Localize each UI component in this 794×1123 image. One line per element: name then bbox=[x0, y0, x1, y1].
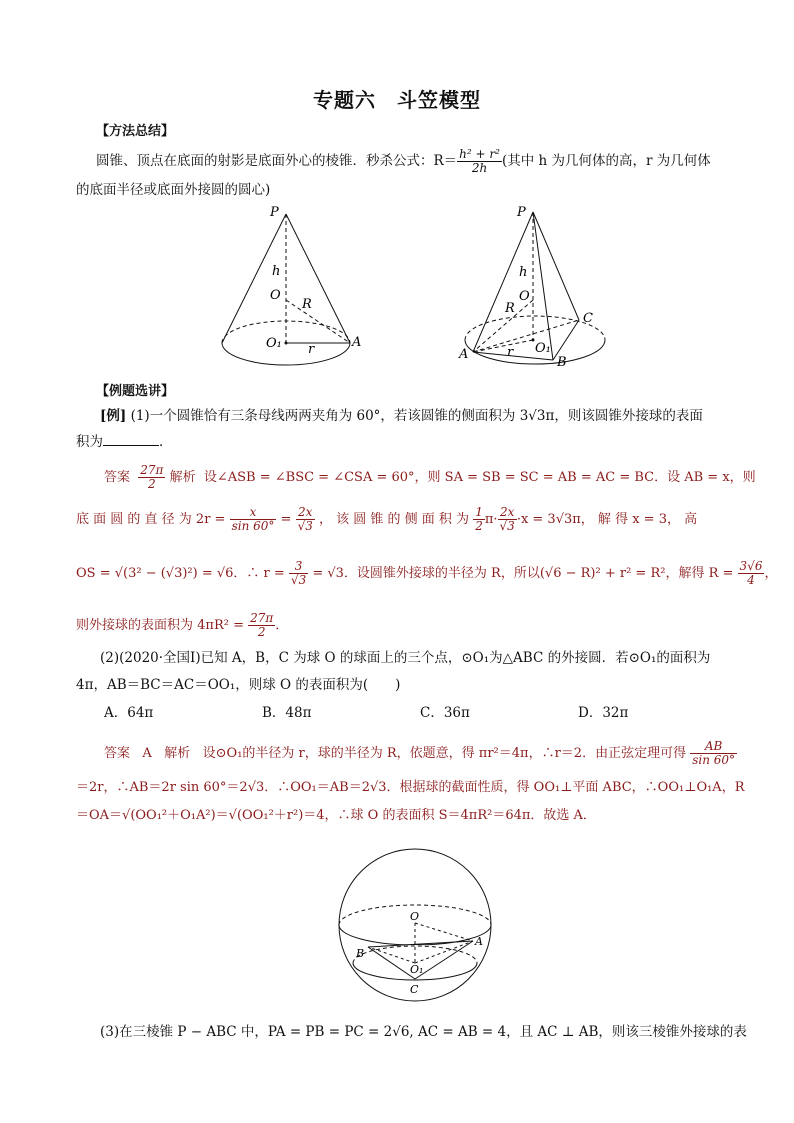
ans1-line2c: π· bbox=[484, 512, 498, 528]
ans1-equals: = bbox=[280, 512, 292, 528]
f6-den: 4 bbox=[747, 573, 755, 588]
ans1-line-2 bbox=[76, 506, 697, 533]
ans2-line-1 bbox=[104, 740, 737, 767]
pyramid-label-h: h bbox=[519, 265, 528, 280]
f1-num: x bbox=[230, 506, 277, 520]
ex1-tag: [例] bbox=[100, 408, 127, 424]
frac-x-sin60 bbox=[230, 506, 277, 533]
ans2-choice: A bbox=[142, 746, 152, 762]
ex1-text-2: 积为 bbox=[76, 434, 103, 450]
secret-formula bbox=[457, 148, 502, 175]
cone-label-o1: O₁ bbox=[266, 336, 282, 351]
sphere-label-a: A bbox=[475, 935, 483, 948]
f8-den: sin 60° bbox=[692, 753, 736, 768]
option-b[interactable]: B．48π bbox=[262, 705, 312, 721]
option-d[interactable]: D．32π bbox=[578, 705, 629, 721]
ans1-line-4: 则外接球的表面积为 4πR² = $\frac{27\pi}{2}$ ． bbox=[76, 611, 289, 640]
ex1-line-2: 积为 ． bbox=[76, 434, 173, 450]
ans2-line1: 设⊙O₁的半径为 r，球的半径为 R，依题意，得 πr²＝4π，∴r＝2．由正弦定理可得 bbox=[202, 746, 687, 762]
ans1-line-1 bbox=[104, 464, 756, 491]
method-paragraph bbox=[96, 148, 736, 175]
sphere-figure bbox=[330, 845, 500, 1010]
ans1-line-3: OS = √(3² − (√3)²) = √6．∴ r = $\frac{3}{√3}$ = √3．设圆锥外接球的半径为 R，所以(√6 − R)² + r² = R²，解得 R = $\frac{3√6}{4}$ ， bbox=[76, 559, 778, 588]
cone-figure bbox=[210, 200, 380, 375]
method-text-2: (其中 h 为几何体的高，r 为几何体 bbox=[501, 153, 711, 170]
ans1-line3b: = √3．设圆锥外接球的半径为 R，所以(√6 − R)² + r² = R²，解得 R = bbox=[312, 566, 734, 582]
method-header: 【方法总结】 bbox=[96, 124, 175, 139]
f2-den: √3 bbox=[297, 519, 313, 534]
f7-num: 27π bbox=[250, 611, 274, 625]
sphere-label-o: O bbox=[410, 910, 420, 923]
method-text-1: 圆锥、顶点在底面的射影是底面外心的棱锥．秒杀公式：R＝ bbox=[96, 153, 458, 170]
f7-den: 2 bbox=[257, 625, 266, 640]
ans1-value-den: 2 bbox=[148, 477, 156, 492]
frac-2x-root3-b bbox=[498, 506, 517, 533]
ex1-line-1 bbox=[100, 406, 703, 426]
page-title: 专题六 斗笠模型 bbox=[313, 88, 481, 112]
ans1-value bbox=[138, 464, 165, 491]
cone-label-h: h bbox=[272, 264, 281, 279]
ans2-line-2: ＝2r，∴AB＝2r sin 60°＝2√3．∴OO₁＝AB＝2√3．根据球的截面性质，得 OO₁⊥平面 ABC，∴OO₁⊥O₁A，R bbox=[76, 780, 745, 795]
cone-label-r: r bbox=[308, 342, 315, 357]
sphere-label-b: B bbox=[356, 947, 365, 960]
pyramid-figure bbox=[455, 200, 630, 375]
ex2-options bbox=[104, 703, 736, 723]
frac-half bbox=[473, 506, 485, 533]
ans1-line2a: 底 面 圆 的 直 径 为 2r = bbox=[76, 512, 226, 528]
frac-ab-sin60 bbox=[690, 740, 737, 767]
option-a[interactable]: A．64π bbox=[104, 705, 154, 721]
ex3-text: (3)在三棱锥 P − ABC 中，PA = PB = PC = 2√6, AC = AB = 4，且 AC ⊥ AB，则该三棱锥外接球的表 bbox=[100, 1024, 747, 1040]
ex2-text-2: 4π，AB＝BC＝AC＝OO₁，则球 O 的表面积为( ) bbox=[76, 677, 401, 693]
example-header: 【例题选讲】 bbox=[96, 384, 175, 399]
ex1-text: (1)一个圆锥恰有三条母线两两夹角为 60°，若该圆锥的侧面积为 3√3π，则该圆锥外接球的表面 bbox=[130, 408, 703, 424]
f4-den: √3 bbox=[499, 519, 515, 534]
pyramid-label-a: A bbox=[459, 347, 469, 362]
f1-den: sin 60° bbox=[231, 519, 275, 534]
pyramid-label-o1: O₁ bbox=[535, 341, 551, 356]
ans1-line1-text: 设∠ASB = ∠BSC = ∠CSA = 60°，则 SA = SB = SC = AB = AC = BC．设 AB = x，则 bbox=[203, 470, 756, 486]
f5-num: 3 bbox=[289, 560, 308, 574]
cone-label-p: P bbox=[270, 205, 279, 220]
ans1-label: 答案 bbox=[104, 470, 131, 486]
frac-3root6-4 bbox=[738, 560, 765, 587]
sphere-label-o1: O₁ bbox=[410, 963, 424, 976]
method-text-3: 的底面半径或底面外接圆的圆心) bbox=[76, 182, 271, 198]
f6-num: 3√6 bbox=[739, 559, 763, 573]
pyramid-label-b: B bbox=[557, 355, 567, 370]
pyramid-label-o: O bbox=[519, 289, 530, 304]
ans2-line-3: ＝OA＝√(OO₁²＋O₁A²)＝√(OO₁²＋r²)＝4，∴球 O 的表面积 S＝4πR²＝64π．故选 A． bbox=[76, 808, 596, 823]
f3-num: 1 bbox=[475, 505, 483, 519]
f4-num: 2x bbox=[498, 506, 517, 520]
ans1-line2d: ·x = 3√3π， 解 得 x = 3， 高 bbox=[516, 512, 698, 528]
cone-label-r-big: R bbox=[302, 297, 312, 312]
formula-denominator: 2h bbox=[471, 161, 488, 176]
cone-label-o: O bbox=[270, 288, 281, 303]
ans1-value-num: 27π bbox=[140, 463, 164, 477]
f3-den: 2 bbox=[475, 519, 483, 534]
f8-num: AB bbox=[690, 740, 737, 754]
formula-numerator: h² + r² bbox=[459, 147, 500, 161]
frac-2x-root3 bbox=[296, 506, 315, 533]
ans2-jiexi: 解析 bbox=[164, 746, 191, 762]
pyramid-label-p: P bbox=[517, 205, 526, 220]
cone-label-a: A bbox=[352, 335, 362, 350]
ans1-line2b: ， 该 圆 锥 的 侧 面 积 为 bbox=[319, 512, 470, 528]
ans1-line3a: OS = √(3² − (√3)²) = √6．∴ r = bbox=[76, 566, 285, 582]
ans1-line4a: 则外接球的表面积为 4πR² = bbox=[76, 618, 244, 634]
pyramid-label-c: C bbox=[583, 311, 593, 326]
f5-den: √3 bbox=[290, 573, 307, 588]
ex2-text-1: (2)(2020·全国Ⅰ)已知 A，B，C 为球 O 的球面上的三个点，⊙O₁为△ABC 的外接圆．若⊙O₁的面积为 bbox=[100, 650, 711, 666]
pyramid-label-r-big: R bbox=[505, 301, 515, 316]
frac-3-root3 bbox=[289, 560, 308, 587]
ans2-label: 答案 bbox=[104, 746, 131, 762]
sphere-label-c: C bbox=[410, 983, 419, 996]
f2-num: 2x bbox=[296, 506, 315, 520]
ans1-jiexi: 解析 bbox=[169, 470, 196, 486]
pyramid-label-r: r bbox=[507, 345, 514, 360]
option-c[interactable]: C．36π bbox=[420, 705, 470, 721]
frac-27pi-2 bbox=[248, 612, 275, 639]
answer-blank bbox=[103, 433, 159, 446]
